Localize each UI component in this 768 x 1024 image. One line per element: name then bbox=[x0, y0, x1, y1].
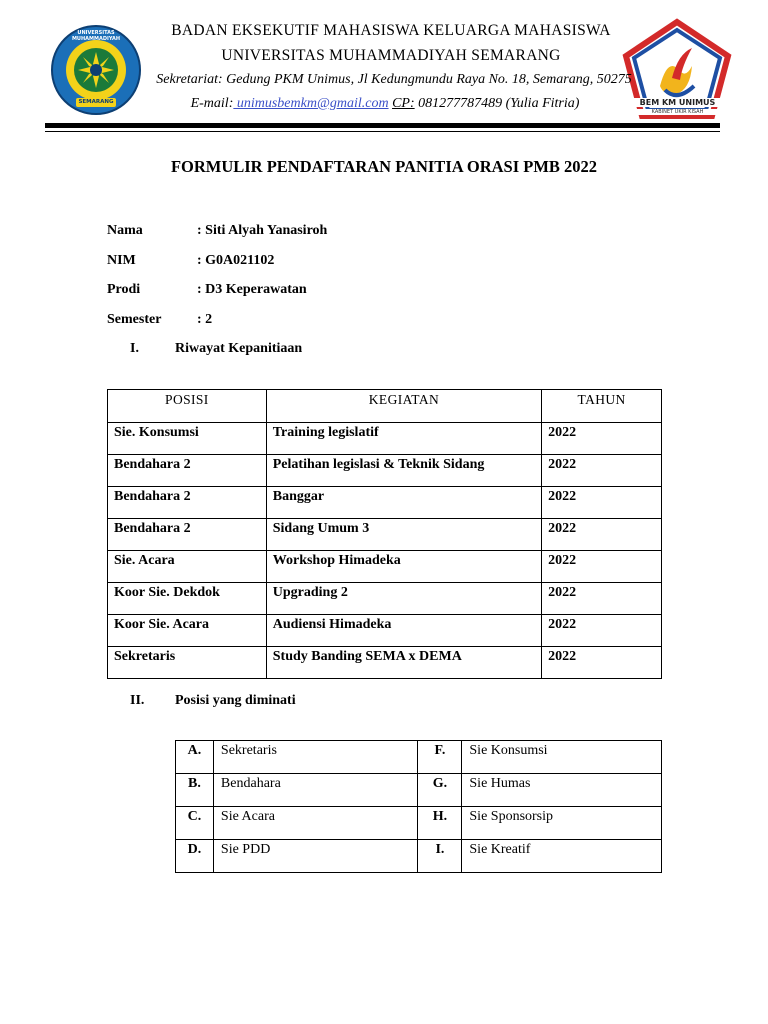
choice-option: Sie Sponsorsip bbox=[462, 807, 662, 840]
header-posisi: POSISI bbox=[108, 390, 267, 423]
cell-kegiatan: Sidang Umum 3 bbox=[266, 519, 541, 551]
position-choice-table bbox=[175, 740, 662, 873]
name-value: : Siti Alyah Yanasiroh bbox=[197, 223, 328, 238]
university-logo-text-bottom: SEMARANG bbox=[78, 99, 114, 105]
letterhead-divider-thin bbox=[45, 131, 720, 132]
email-label: E-mail: bbox=[190, 96, 234, 111]
cell-posisi: Bendahara 2 bbox=[108, 487, 267, 519]
choice-letter: D. bbox=[176, 840, 214, 873]
cell-tahun: 2022 bbox=[542, 423, 662, 455]
cell-tahun: 2022 bbox=[542, 615, 662, 647]
letterhead-contact bbox=[0, 96, 768, 112]
cell-kegiatan: Training legislatif bbox=[266, 423, 541, 455]
choice-letter: A. bbox=[176, 741, 214, 774]
bem-logo-subtext: KABINET UKIR KISAH bbox=[620, 109, 735, 115]
section-1-title: Riwayat Kepanitiaan bbox=[175, 341, 303, 356]
choice-option: Sie Konsumsi bbox=[462, 741, 662, 774]
section-2-number: II. bbox=[130, 693, 145, 708]
cell-kegiatan: Workshop Himadeka bbox=[266, 551, 541, 583]
cell-kegiatan: Banggar bbox=[266, 487, 541, 519]
table-row bbox=[108, 455, 662, 487]
table-row bbox=[176, 774, 662, 807]
history-table bbox=[107, 389, 662, 679]
choice-letter: I. bbox=[418, 840, 462, 873]
name-label: Nama bbox=[107, 223, 143, 238]
bem-logo-text: BEM KM UNIMUS bbox=[620, 98, 735, 107]
table-row bbox=[108, 615, 662, 647]
table-row bbox=[108, 519, 662, 551]
table-row bbox=[108, 583, 662, 615]
section-1-number: I. bbox=[130, 341, 139, 356]
cp-label: CP: bbox=[392, 96, 415, 111]
choice-option: Sekretaris bbox=[213, 741, 418, 774]
semester-label: Semester bbox=[107, 312, 162, 327]
cell-kegiatan: Study Banding SEMA x DEMA bbox=[266, 647, 541, 679]
table-row bbox=[176, 807, 662, 840]
choice-option: Sie Humas bbox=[462, 774, 662, 807]
header-kegiatan: KEGIATAN bbox=[266, 390, 541, 423]
cell-tahun: 2022 bbox=[542, 583, 662, 615]
nim-value: : G0A021102 bbox=[197, 253, 275, 268]
table-row bbox=[108, 647, 662, 679]
cell-posisi: Sekretaris bbox=[108, 647, 267, 679]
table-row bbox=[176, 741, 662, 774]
email-link[interactable]: unimusbemkm@gmail.com bbox=[233, 96, 389, 111]
cell-tahun: 2022 bbox=[542, 519, 662, 551]
choice-option: Bendahara bbox=[213, 774, 418, 807]
cell-posisi: Koor Sie. Dekdok bbox=[108, 583, 267, 615]
cell-kegiatan: Audiensi Himadeka bbox=[266, 615, 541, 647]
semester-value: : 2 bbox=[197, 312, 213, 327]
choice-letter: C. bbox=[176, 807, 214, 840]
table-row bbox=[108, 551, 662, 583]
letterhead-divider-thick bbox=[45, 123, 720, 128]
cell-kegiatan: Pelatihan legislasi & Teknik Sidang bbox=[266, 455, 541, 487]
choice-option: Sie PDD bbox=[213, 840, 418, 873]
choice-letter: G. bbox=[418, 774, 462, 807]
letterhead-address: Sekretariat: Gedung PKM Unimus, Jl Kedungmundu Raya No. 18, Semarang, 50275 bbox=[156, 72, 632, 87]
prodi-label: Prodi bbox=[107, 282, 141, 297]
choice-letter: B. bbox=[176, 774, 214, 807]
table-row bbox=[108, 423, 662, 455]
prodi-value: : D3 Keperawatan bbox=[197, 282, 307, 297]
form-title: FORMULIR PENDAFTARAN PANITIA ORASI PMB 2022 bbox=[170, 157, 598, 176]
choice-option: Sie Acara bbox=[213, 807, 418, 840]
table-row bbox=[176, 840, 662, 873]
section-2-title: Posisi yang diminati bbox=[175, 693, 296, 708]
history-table-header bbox=[108, 390, 662, 423]
cell-tahun: 2022 bbox=[542, 455, 662, 487]
cell-posisi: Bendahara 2 bbox=[108, 455, 267, 487]
nim-label: NIM bbox=[107, 253, 136, 268]
cell-posisi: Koor Sie. Acara bbox=[108, 615, 267, 647]
cell-tahun: 2022 bbox=[542, 487, 662, 519]
header-tahun: TAHUN bbox=[542, 390, 662, 423]
choice-letter: H. bbox=[418, 807, 462, 840]
cp-value: 081277787489 (Yulia Fitria) bbox=[414, 96, 580, 111]
table-row bbox=[108, 487, 662, 519]
cell-kegiatan: Upgrading 2 bbox=[266, 583, 541, 615]
cell-tahun: 2022 bbox=[542, 647, 662, 679]
cell-posisi: Bendahara 2 bbox=[108, 519, 267, 551]
cell-posisi: Sie. Konsumsi bbox=[108, 423, 267, 455]
choice-letter: F. bbox=[418, 741, 462, 774]
choice-option: Sie Kreatif bbox=[462, 840, 662, 873]
university-logo-text-top: UNIVERSITAS MUHAMMADIYAH bbox=[71, 30, 121, 42]
letterhead-university: UNIVERSITAS MUHAMMADIYAH SEMARANG bbox=[221, 47, 561, 64]
cell-posisi: Sie. Acara bbox=[108, 551, 267, 583]
cell-tahun: 2022 bbox=[542, 551, 662, 583]
letterhead-organization: BADAN EKSEKUTIF MAHASISWA KELUARGA MAHASISWA bbox=[171, 22, 611, 39]
